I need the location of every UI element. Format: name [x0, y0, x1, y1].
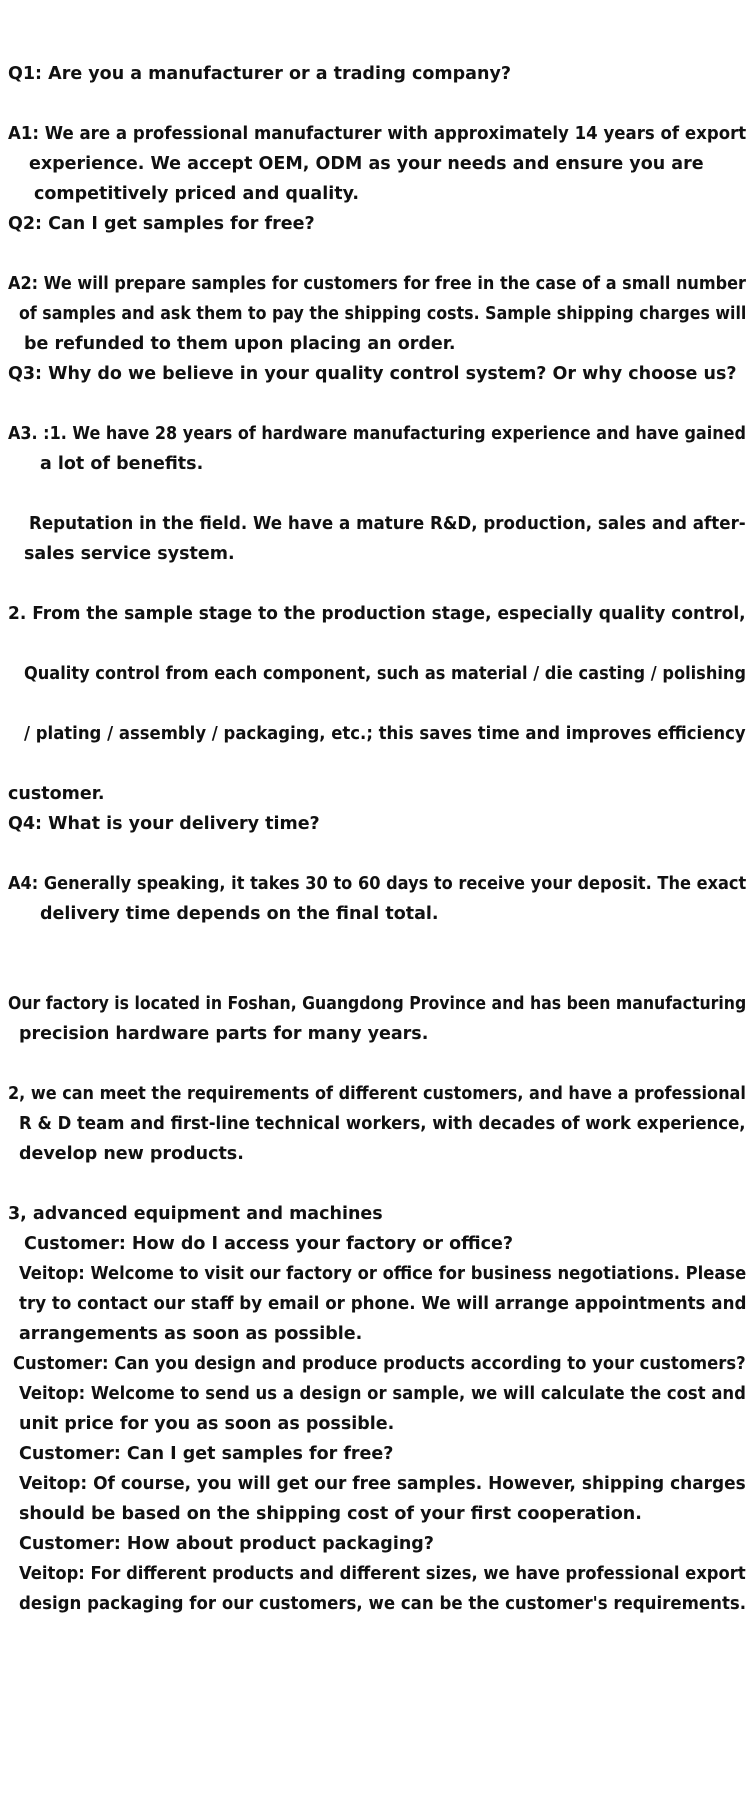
answer-3-line-3: Reputation in the field. We have a mature R&D, production, sales and after-	[29, 514, 746, 534]
answer-3-line-2: a lot of benefits.	[40, 454, 204, 474]
answer-1-line-3: competitively priced and quality.	[34, 184, 360, 204]
advantage-2-line-3: develop new products.	[19, 1144, 244, 1164]
answer-3-line-4: sales service system.	[24, 544, 235, 564]
factory-line-1: Our factory is located in Foshan, Guangdong Province and has been manufacturing	[8, 994, 747, 1014]
answer-3-line-7: / plating / assembly / packaging, etc.; this saves time and improves efficiency	[24, 724, 746, 744]
question-4: Q4: What is your delivery time?	[8, 814, 320, 834]
veitop-answer-3-line-1: Veitop: Of course, you will get our free samples. However, shipping charges	[19, 1474, 746, 1494]
answer-3-line-1: A3. :1. We have 28 years of hardware manufacturing experience and have gained	[8, 424, 746, 444]
answer-1-line-1: A1: We are a professional manufacturer with approximately 14 years of export	[8, 124, 747, 144]
answer-3-line-5: 2. From the sample stage to the production stage, especially quality control,	[8, 604, 746, 624]
customer-question-4: Customer: How about product packaging?	[19, 1534, 434, 1554]
veitop-answer-1-line-3: arrangements as soon as possible.	[19, 1324, 363, 1344]
question-2: Q2: Can I get samples for free?	[8, 214, 315, 234]
veitop-answer-1-line-2: try to contact our staff by email or phone. We will arrange appointments and	[19, 1294, 747, 1314]
veitop-answer-2-line-2: unit price for you as soon as possible.	[19, 1414, 395, 1434]
veitop-answer-4-line-1: Veitop: For different products and different sizes, we have professional export	[19, 1564, 746, 1584]
customer-question-3: Customer: Can I get samples for free?	[19, 1444, 394, 1464]
answer-4-line-2: delivery time depends on the final total.	[40, 904, 439, 924]
customer-question-2: Customer: Can you design and produce products according to your customers?	[13, 1354, 746, 1374]
answer-3-line-8: customer.	[8, 784, 105, 804]
answer-1-line-2: experience. We accept OEM, ODM as your needs and ensure you are	[29, 154, 704, 174]
veitop-answer-3-line-2: should be based on the shipping cost of your first cooperation.	[19, 1504, 642, 1524]
factory-line-2: precision hardware parts for many years.	[19, 1024, 429, 1044]
veitop-answer-1-line-1: Veitop: Welcome to visit our factory or office for business negotiations. Please	[19, 1264, 747, 1284]
answer-2-line-1: A2: We will prepare samples for customers for free in the case of a small number	[8, 274, 746, 294]
question-1: Q1: Are you a manufacturer or a trading company?	[8, 64, 512, 84]
answer-3-line-6: Quality control from each component, such as material / die casting / polishing	[24, 664, 747, 684]
answer-2-line-3: be refunded to them upon placing an order.	[24, 334, 456, 354]
advantage-2-line-1: 2, we can meet the requirements of different customers, and have a professional	[8, 1084, 746, 1104]
answer-4-line-1: A4: Generally speaking, it takes 30 to 60 days to receive your deposit. The exact	[8, 874, 747, 894]
veitop-answer-4-line-2: design packaging for our customers, we can be the customer's requirements.	[19, 1594, 747, 1614]
advantage-2-line-2: R & D team and first-line technical workers, with decades of work experience,	[19, 1114, 746, 1134]
question-3: Q3: Why do we believe in your quality control system? Or why choose us?	[8, 364, 737, 384]
advantage-3: 3, advanced equipment and machines	[8, 1204, 383, 1224]
customer-question-1: Customer: How do I access your factory or office?	[24, 1234, 514, 1254]
answer-2-line-2: of samples and ask them to pay the shipping costs. Sample shipping charges will	[19, 304, 747, 324]
veitop-answer-2-line-1: Veitop: Welcome to send us a design or sample, we will calculate the cost and	[19, 1384, 746, 1404]
